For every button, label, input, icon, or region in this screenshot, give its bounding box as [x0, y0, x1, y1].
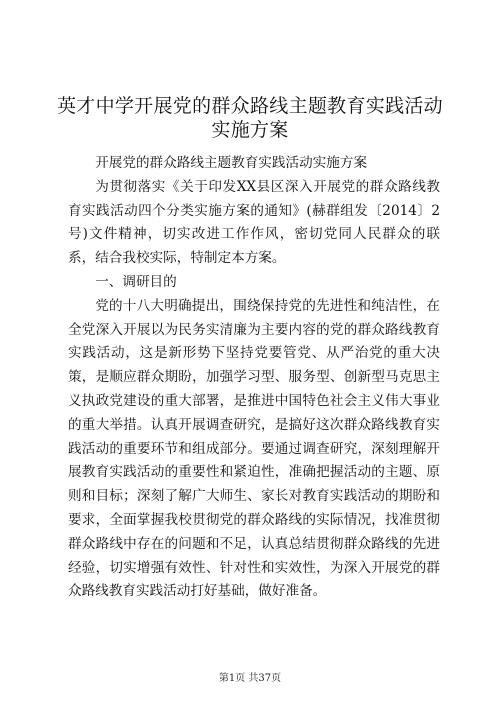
section-heading-research-purpose: 一、调研目的: [95, 273, 177, 290]
document-title-line2: 实施方案: [211, 119, 289, 141]
paragraph-research-purpose: 党的十八大明确提出，围绕保持党的先进性和纯洁性，在全党深入开展以为民务实清廉为主要内容的党的群众路线教育实践活动，这是新形势下坚持党要管党、从严治党的重大决策，是顺应群众期盼，加强学习型、服务型、创新型马克思主义执政党建设的重大部署，是推进中国特色社会主义伟大事业的重大举措。认真开展调查研究，是搞好这次群众路线教育实践活动的重要环节和组成部分。要通过调查研究，深刻理解开展教育实践活动的重要性和紧迫性，准确把握活动的主题、原则和目标；深刻了解广大师生、家长对教育实践活动的期盼和要求，全面掌握我校贯彻党的群众路线的实际情况，找准贯彻群众路线中存在的问题和不足，认真总结贯彻群众路线的先进经验，切实增强有效性、针对性和实效性，为深入开展党的群众路线教育实践活动打好基础，做好准备。: [68, 297, 440, 600]
document-subtitle: 开展党的群众路线主题教育实践活动实施方案: [95, 155, 368, 171]
document-title-line1: 英才中学开展党的群众路线主题教育实践活动: [56, 95, 443, 117]
page-footer: 第1页 共37页: [218, 673, 282, 684]
document-body: [68, 152, 440, 604]
paragraph-intro: 为贯彻落实《关于印发XX县区深入开展党的群众路线教育实践活动四个分类实施方案的通知》(赫群组发〔2014〕2号)文件精神，切实改进工作作风，密切党同人民群众的联系，结合我校实际，特制定本方案。: [68, 178, 440, 267]
